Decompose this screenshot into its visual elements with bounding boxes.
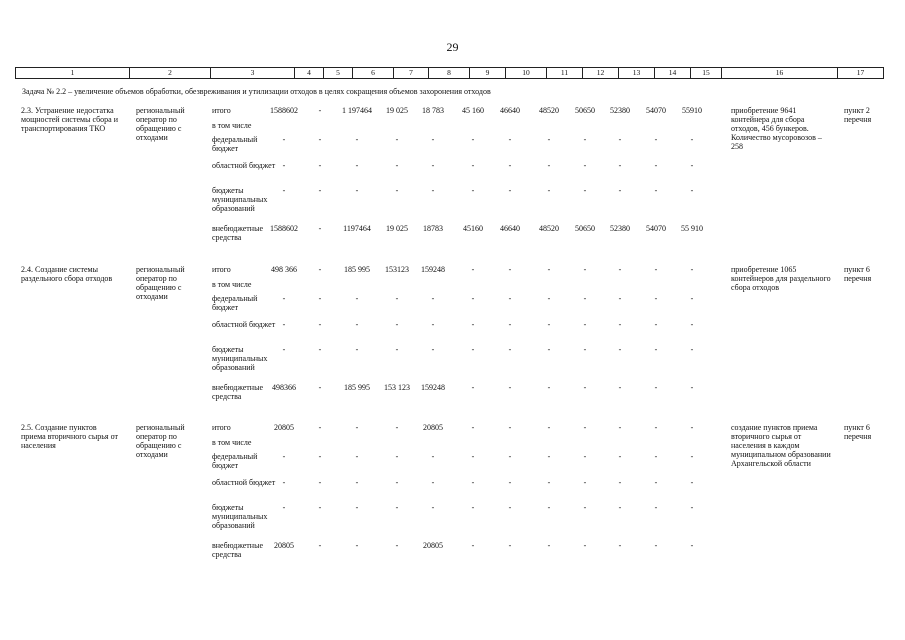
column-number-7: 7 [394, 68, 429, 79]
funding-value: - [508, 135, 512, 144]
funding-value: - [282, 135, 286, 144]
funding-value: - [654, 345, 658, 354]
funding-value: - [318, 383, 322, 392]
column-number-12: 12 [583, 68, 619, 79]
funding-value: - [395, 478, 399, 487]
funding-value: - [654, 161, 658, 170]
funding-value: 185 995 [344, 265, 370, 274]
funding-value: - [654, 478, 658, 487]
funding-value: - [508, 423, 512, 432]
funding-value: - [547, 186, 551, 195]
column-number-13: 13 [619, 68, 655, 79]
funding-value: - [471, 265, 475, 274]
list-reference: пункт 2 перечня [844, 106, 872, 124]
funding-value: 159248 [421, 265, 445, 274]
funding-value: - [547, 294, 551, 303]
column-number-5: 5 [324, 68, 353, 79]
funding-value: - [471, 186, 475, 195]
funding-value: - [355, 423, 359, 432]
column-number-3: 3 [211, 68, 295, 79]
funding-value: - [690, 265, 694, 274]
funding-value: - [395, 161, 399, 170]
funding-value: - [690, 294, 694, 303]
column-number-4: 4 [295, 68, 324, 79]
column-number-1: 1 [16, 68, 130, 79]
funding-value: - [508, 320, 512, 329]
column-number-14: 14 [655, 68, 691, 79]
funding-value: 52380 [610, 106, 630, 115]
funding-value: - [395, 541, 399, 550]
funding-value: 54070 [646, 224, 666, 233]
funding-value: 46640 [500, 106, 520, 115]
funding-value: - [618, 265, 622, 274]
funding-value: - [282, 503, 286, 512]
funding-value: - [355, 294, 359, 303]
funding-value: 19 025 [386, 106, 408, 115]
funding-value: - [508, 452, 512, 461]
page-number: 29 [446, 40, 459, 54]
column-number-header [15, 67, 884, 79]
funding-value: - [431, 452, 435, 461]
funding-value: - [471, 383, 475, 392]
funding-source: внебюджетные средства [212, 541, 263, 559]
funding-value: - [318, 265, 322, 274]
funding-source: федеральный бюджет [212, 135, 258, 153]
funding-value: - [431, 478, 435, 487]
funding-value: 52380 [610, 224, 630, 233]
funding-value: - [318, 452, 322, 461]
executor: региональный оператор по обращению с отходами [136, 265, 185, 301]
funding-value: - [618, 503, 622, 512]
funding-value: - [618, 345, 622, 354]
funding-value: - [690, 478, 694, 487]
funding-source: внебюджетные средства [212, 224, 263, 242]
funding-value: - [471, 161, 475, 170]
funding-value: - [282, 320, 286, 329]
funding-value: - [471, 423, 475, 432]
funding-value: - [471, 345, 475, 354]
column-number-17: 17 [838, 68, 884, 79]
funding-value: - [508, 478, 512, 487]
funding-value: - [690, 383, 694, 392]
funding-value: 19 025 [386, 224, 408, 233]
funding-value: - [318, 161, 322, 170]
funding-value: - [618, 135, 622, 144]
executor: региональный оператор по обращению с отходами [136, 106, 185, 142]
funding-value: - [583, 186, 587, 195]
list-reference: пункт 6 перечня [844, 423, 872, 441]
funding-value: 498366 [272, 383, 296, 392]
funding-value: - [583, 478, 587, 487]
column-number-9: 9 [470, 68, 506, 79]
funding-value: - [395, 423, 399, 432]
funding-value: - [654, 265, 658, 274]
funding-value: 1588602 [270, 224, 298, 233]
funding-value: - [618, 478, 622, 487]
funding-value: - [654, 541, 658, 550]
funding-value: - [282, 452, 286, 461]
funding-value: - [318, 423, 322, 432]
funding-value: 50650 [575, 224, 595, 233]
funding-value: - [690, 161, 694, 170]
column-number-6: 6 [353, 68, 394, 79]
funding-value: 50650 [575, 106, 595, 115]
measure-name: 2.5. Создание пунктов приема вторичного сырья от населения [21, 423, 118, 450]
funding-value: - [618, 423, 622, 432]
funding-value: - [690, 452, 694, 461]
funding-value: - [618, 452, 622, 461]
funding-value: - [431, 135, 435, 144]
funding-value: - [547, 161, 551, 170]
executor: региональный оператор по обращению с отходами [136, 423, 185, 459]
funding-value: 185 995 [344, 383, 370, 392]
funding-value: - [282, 161, 286, 170]
funding-value: - [431, 186, 435, 195]
funding-value: - [583, 503, 587, 512]
funding-value: - [583, 541, 587, 550]
funding-value: - [618, 320, 622, 329]
funding-value: - [583, 383, 587, 392]
funding-value: - [355, 161, 359, 170]
funding-value: - [471, 135, 475, 144]
funding-value: 20805 [274, 423, 294, 432]
funding-value: - [471, 478, 475, 487]
funding-value: - [583, 265, 587, 274]
funding-source: бюджеты муниципальных образований [212, 503, 268, 530]
column-number-8: 8 [429, 68, 470, 79]
funding-value: - [654, 135, 658, 144]
funding-value: - [508, 186, 512, 195]
funding-value: - [547, 423, 551, 432]
funding-value: - [395, 135, 399, 144]
funding-value: 46640 [500, 224, 520, 233]
funding-value: - [618, 294, 622, 303]
funding-value: - [508, 503, 512, 512]
funding-value: - [547, 503, 551, 512]
funding-source: итого [212, 106, 231, 115]
funding-value: - [471, 320, 475, 329]
funding-value: - [654, 294, 658, 303]
funding-value: 1 197464 [342, 106, 372, 115]
funding-value: - [282, 294, 286, 303]
funding-value: - [690, 503, 694, 512]
funding-value: - [654, 186, 658, 195]
funding-source: областной бюджет [212, 478, 276, 487]
funding-source: федеральный бюджет [212, 452, 258, 470]
funding-value: 18783 [423, 224, 443, 233]
funding-value: - [318, 345, 322, 354]
funding-value: - [318, 541, 322, 550]
funding-value: - [654, 503, 658, 512]
funding-value: - [471, 452, 475, 461]
funding-value: - [318, 503, 322, 512]
funding-value: 1588602 [270, 106, 298, 115]
funding-value: - [618, 161, 622, 170]
funding-value: - [355, 478, 359, 487]
funding-value: - [654, 423, 658, 432]
funding-value: 20805 [423, 423, 443, 432]
funding-value: - [508, 265, 512, 274]
funding-value: - [318, 186, 322, 195]
funding-value: - [583, 345, 587, 354]
funding-source: внебюджетные средства [212, 383, 263, 401]
funding-value: - [431, 345, 435, 354]
funding-value: - [355, 345, 359, 354]
funding-value: - [318, 106, 322, 115]
funding-value: - [318, 224, 322, 233]
funding-value: - [583, 294, 587, 303]
funding-value: - [547, 345, 551, 354]
funding-value: - [355, 135, 359, 144]
funding-value: 20805 [423, 541, 443, 550]
funding-value: - [318, 320, 322, 329]
funding-value: - [355, 452, 359, 461]
measure-name: 2.4. Создание системы раздельного сбора отходов [21, 265, 113, 283]
funding-value: 48520 [539, 106, 559, 115]
expected-result: приобретение 1065 контейнеров для раздельного сбора отходов [731, 265, 831, 292]
funding-value: - [318, 135, 322, 144]
funding-value: 55 910 [681, 224, 703, 233]
funding-value: - [431, 503, 435, 512]
column-number-10: 10 [506, 68, 547, 79]
funding-value: - [431, 320, 435, 329]
funding-value: - [547, 541, 551, 550]
measure-name: 2.3. Устранение недостатка мощностей системы сбора и транспортирования ТКО [21, 106, 118, 133]
funding-source: в том числе [212, 438, 252, 447]
funding-value: - [654, 320, 658, 329]
funding-value: 18 783 [422, 106, 444, 115]
funding-value: - [355, 320, 359, 329]
funding-value: - [618, 383, 622, 392]
funding-value: - [508, 161, 512, 170]
funding-value: 498 366 [271, 265, 297, 274]
funding-source: областной бюджет [212, 320, 276, 329]
funding-value: - [395, 345, 399, 354]
funding-value: - [547, 452, 551, 461]
funding-value: - [508, 294, 512, 303]
funding-value: - [395, 452, 399, 461]
funding-value: 48520 [539, 224, 559, 233]
funding-source: в том числе [212, 280, 252, 289]
funding-value: - [547, 320, 551, 329]
column-number-15: 15 [691, 68, 722, 79]
funding-value: - [395, 186, 399, 195]
funding-value: - [690, 320, 694, 329]
funding-value: - [282, 186, 286, 195]
funding-value: - [690, 186, 694, 195]
funding-value: - [471, 541, 475, 550]
funding-value: 54070 [646, 106, 666, 115]
funding-value: 159248 [421, 383, 445, 392]
funding-value: - [583, 320, 587, 329]
funding-value: - [547, 383, 551, 392]
funding-source: итого [212, 423, 231, 432]
funding-value: - [583, 161, 587, 170]
funding-value: - [547, 265, 551, 274]
funding-value: - [431, 161, 435, 170]
funding-source: бюджеты муниципальных образований [212, 186, 268, 213]
funding-value: - [618, 186, 622, 195]
funding-value: - [395, 294, 399, 303]
funding-value: - [318, 478, 322, 487]
column-number-11: 11 [547, 68, 583, 79]
funding-value: - [508, 541, 512, 550]
funding-value: 20805 [274, 541, 294, 550]
funding-value: - [471, 503, 475, 512]
funding-source: в том числе [212, 121, 252, 130]
funding-value: - [690, 423, 694, 432]
funding-value: 1197464 [343, 224, 371, 233]
funding-value: - [355, 186, 359, 195]
funding-value: - [395, 503, 399, 512]
funding-value: 153123 [385, 265, 409, 274]
funding-value: - [395, 320, 399, 329]
funding-value: - [547, 135, 551, 144]
list-reference: пункт 6 перечня [844, 265, 872, 283]
funding-value: - [654, 452, 658, 461]
funding-value: - [355, 541, 359, 550]
funding-source: итого [212, 265, 231, 274]
funding-value: 45 160 [462, 106, 484, 115]
funding-value: - [355, 503, 359, 512]
funding-value: - [583, 452, 587, 461]
funding-value: - [318, 294, 322, 303]
funding-value: - [583, 423, 587, 432]
funding-value: - [508, 383, 512, 392]
funding-value: - [547, 478, 551, 487]
funding-value: - [431, 294, 435, 303]
funding-value: - [282, 478, 286, 487]
funding-source: федеральный бюджет [212, 294, 258, 312]
funding-value: 55910 [682, 106, 702, 115]
funding-source: бюджеты муниципальных образований [212, 345, 268, 372]
funding-value: - [690, 135, 694, 144]
funding-source: областной бюджет [212, 161, 276, 170]
funding-value: - [690, 541, 694, 550]
funding-value: - [690, 345, 694, 354]
funding-value: - [654, 383, 658, 392]
funding-value: 153 123 [384, 383, 410, 392]
column-number-16: 16 [722, 68, 838, 79]
funding-value: - [471, 294, 475, 303]
funding-value: - [618, 541, 622, 550]
task-title: Задача № 2.2 – увеличение объемов обработки, обезвреживания и утилизации отходов в целях сокращения объемов захоронения отходов [22, 87, 491, 96]
funding-value: 45160 [463, 224, 483, 233]
funding-value: - [583, 135, 587, 144]
expected-result: создание пунктов приема вторичного сырья от населения в каждом муниципальном образовании Архангельской области [731, 423, 831, 468]
expected-result: приобретение 9641 контейнера для сбора отходов, 456 бункеров. Количество мусоровозов – 258 [731, 106, 822, 151]
column-number-2: 2 [130, 68, 211, 79]
funding-value: - [282, 345, 286, 354]
funding-value: - [508, 345, 512, 354]
